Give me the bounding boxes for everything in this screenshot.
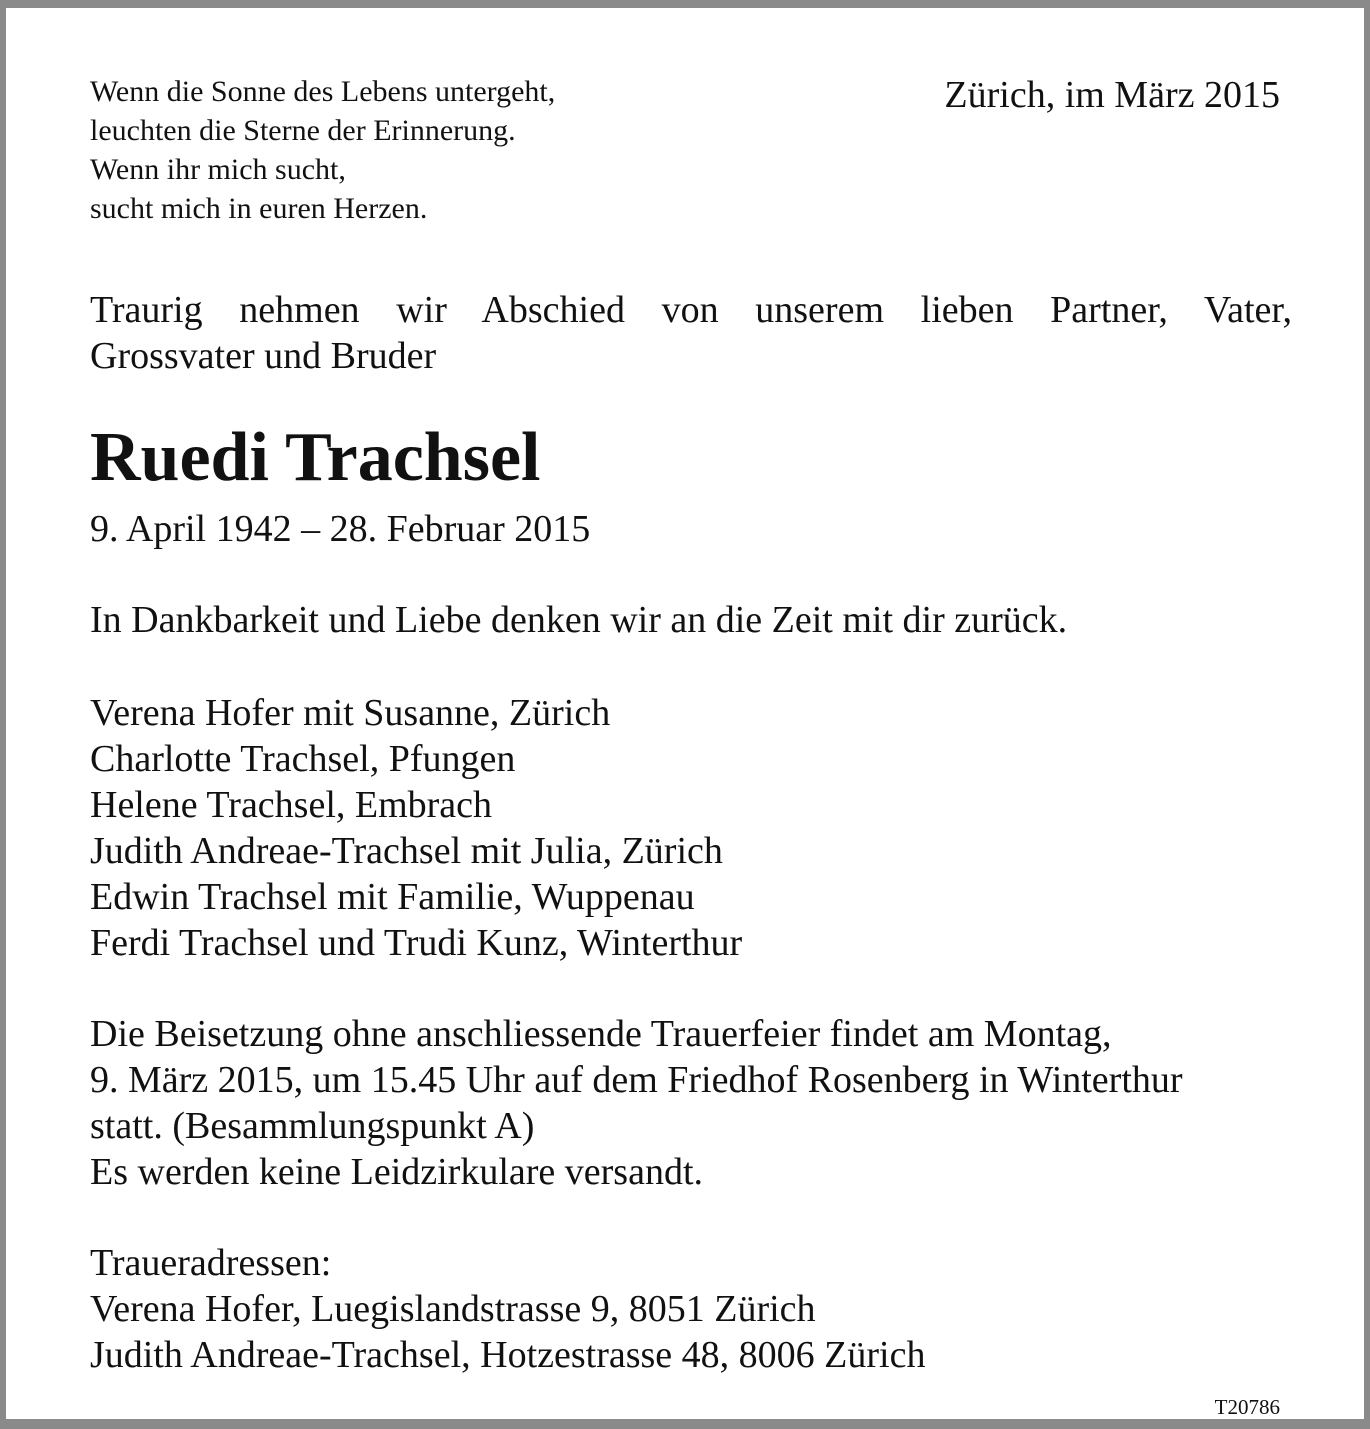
funeral-line: 9. März 2015, um 15.45 Uhr auf dem Friedhof Rosenberg in Winterthur (90, 1059, 1183, 1101)
place-date: Zürich, im März 2015 (944, 74, 1280, 116)
mourner-entry: Helene Trachsel, Embrach (90, 784, 493, 826)
mourners-list (90, 690, 742, 966)
mourner-entry: Edwin Trachsel mit Familie, Wuppenau (90, 876, 695, 918)
poem-line: Wenn ihr mich sucht, (90, 153, 346, 186)
mourner-entry: Charlotte Trachsel, Pfungen (90, 738, 516, 780)
announcement-intro (90, 287, 1292, 379)
deceased-name: Ruedi Trachsel (90, 419, 541, 496)
life-dates: 9. April 1942 – 28. Februar 2015 (90, 508, 591, 550)
funeral-details (90, 1011, 1183, 1195)
intro-line: Traurig nehmen wir Abschied von unserem lieben Partner, Vater, (90, 289, 1292, 331)
mourner-entry: Verena Hofer mit Susanne, Zürich (90, 692, 611, 734)
mourning-addresses (90, 1240, 925, 1378)
memorial-poem (90, 72, 555, 228)
poem-line: Wenn die Sonne des Lebens untergeht, (90, 75, 556, 108)
address-line: Verena Hofer, Luegislandstrasse 9, 8051 Zürich (90, 1288, 816, 1330)
mourner-entry: Judith Andreae-Trachsel mit Julia, Zürich (90, 830, 723, 872)
gratitude-text: In Dankbarkeit und Liebe denken wir an die Zeit mit dir zurück. (90, 599, 1068, 641)
funeral-line: statt. (Besammlungspunkt A) (90, 1105, 535, 1147)
funeral-line: Es werden keine Leidzirkulare versandt. (90, 1151, 704, 1193)
mourner-entry: Ferdi Trachsel und Trudi Kunz, Winterthur (90, 922, 743, 964)
poem-line: leuchten die Sterne der Erinnerung. (90, 114, 516, 147)
poem-line: sucht mich in euren Herzen. (90, 192, 428, 225)
address-line: Judith Andreae-Trachsel, Hotzestrasse 48, 8006 Zürich (90, 1334, 926, 1376)
funeral-line: Die Beisetzung ohne anschliessende Trauerfeier findet am Montag, (90, 1013, 1112, 1055)
reference-code: T20786 (1214, 1395, 1280, 1419)
addresses-heading: Traueradressen: (90, 1242, 332, 1284)
intro-line: Grossvater und Bruder (90, 335, 437, 377)
